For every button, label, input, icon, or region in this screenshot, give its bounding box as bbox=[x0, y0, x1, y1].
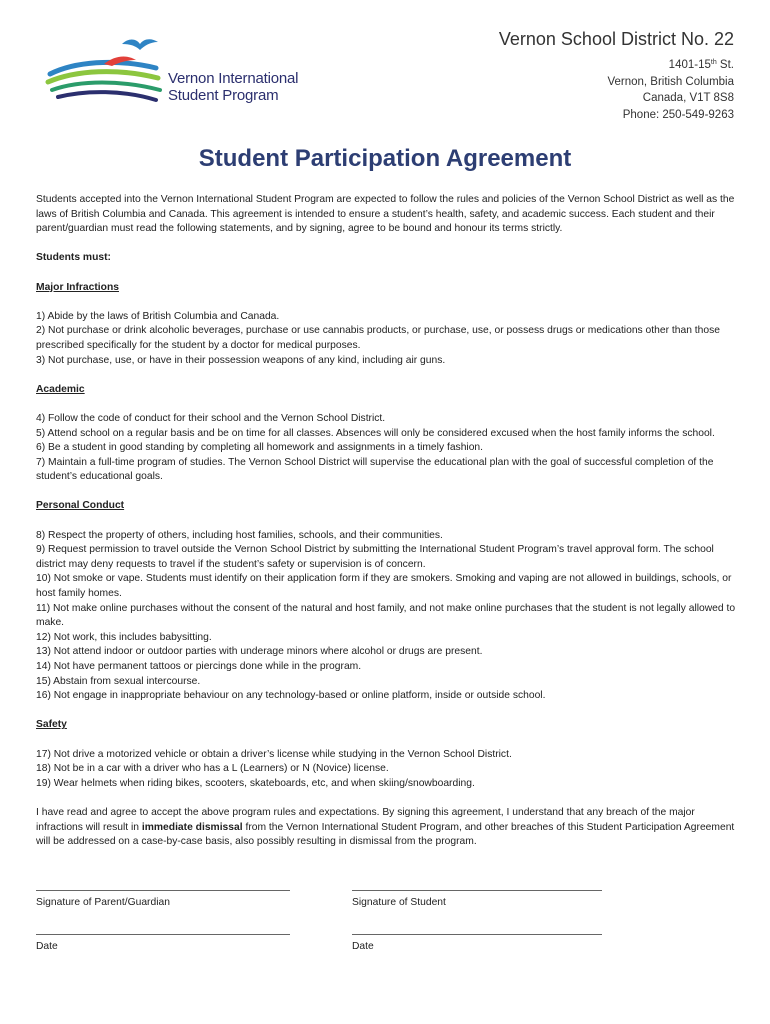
logo-line-2: Student Program bbox=[168, 87, 279, 104]
list-item: 15) Abstain from sexual intercourse. bbox=[36, 675, 201, 687]
list-item: 6) Be a student in good standing by completing all homework and assignments in a timely fashion. bbox=[36, 442, 484, 454]
date-line bbox=[352, 934, 602, 935]
list-item: 13) Not attend indoor or outdoor parties with underage minors where alcohol or drugs are present. bbox=[36, 646, 483, 658]
list-item: 14) Not have permanent tattoos or piercings done while in the program. bbox=[36, 661, 362, 672]
street-ordinal: th bbox=[710, 59, 717, 66]
student-date-field[interactable] bbox=[352, 934, 602, 952]
street-number: 1401-15 bbox=[668, 59, 711, 71]
swoosh-bird-icon bbox=[44, 34, 174, 106]
parent-date-label: Date bbox=[36, 941, 58, 952]
list-item: 2) Not purchase or drink alcoholic beverages, purchase or use cannabis products, or purchase, use, or possess drugs or medications other than those prescribed specifically for the student by a doctor for medical purposes. bbox=[36, 325, 720, 351]
intro-paragraph: Students accepted into the Vernon International Student Program are expected to follow the rules and policies of the Vernon School District as well as the laws of British Columbia and Canada. This agreement is intended to ensure a student’s health, safety, and academic success. Each student and their parent/guardian must read the following statements, and by signing, agree to be bound and honour its terms strictly. bbox=[36, 194, 735, 235]
closing-text-after: from the Vernon International Student Program, and other breaches of this Student Participation Agreement will be addressed on a case-by-case basis, also possibly resulting in dismissal from the program. bbox=[36, 821, 735, 848]
district-address bbox=[414, 28, 734, 123]
section-heading-personal-conduct: Personal Conduct bbox=[36, 500, 125, 512]
list-item: 4) Follow the code of conduct for their school and the Vernon School District. bbox=[36, 412, 386, 424]
list-item: 3) Not purchase, use, or have in their possession weapons of any kind, including air guns. bbox=[36, 354, 446, 366]
list-item: 19) Wear helmets when riding bikes, scooters, skateboards, etc, and when skiing/snowboarding. bbox=[36, 777, 475, 789]
closing-text-before: I have read and agree to accept the above program rules and expectations. By signing this agreement, I understand that any breach of the major infractions will result in bbox=[36, 806, 695, 833]
list-item: 11) Not make online purchases without the consent of the natural and host family, and not make online purchases that the student is not legally allowed to make. bbox=[36, 602, 736, 629]
parent-signature-label: Signature of Parent/Guardian bbox=[36, 897, 170, 908]
list-item: 1) Abide by the laws of British Columbia and Canada. bbox=[36, 310, 280, 322]
date-line bbox=[36, 934, 290, 935]
logo-line-1: Vernon International bbox=[168, 70, 299, 87]
street-address bbox=[414, 57, 734, 74]
parent-date-field[interactable] bbox=[36, 934, 290, 952]
student-signature-label: Signature of Student bbox=[352, 897, 446, 908]
signature-line bbox=[36, 890, 290, 891]
list-item: 9) Request permission to travel outside the Vernon School District by submitting the International Student Program’s travel approval form. The school district may deny requests to travel if the student’s safety or supervision is of concern. bbox=[36, 544, 714, 570]
list-item: 7) Maintain a full-time program of studies. The Vernon School District will supervise the educational plan with the goal of successful completion of the student’s educational goals. bbox=[36, 456, 714, 483]
list-item: 5) Attend school on a regular basis and be on time for all classes. Absences will only be considered excused when the host family informs the school. bbox=[36, 427, 715, 439]
program-logo bbox=[44, 34, 306, 106]
city-line: Vernon, British Columbia bbox=[607, 75, 734, 88]
agreement-body bbox=[36, 193, 736, 850]
closing-paragraph bbox=[36, 806, 736, 850]
list-item: 18) Not be in a car with a driver who has a L (Learners) or N (Novice) license. bbox=[36, 763, 389, 775]
district-name: Vernon School District No. 22 bbox=[498, 29, 734, 49]
street-suffix: St. bbox=[716, 59, 734, 71]
section-heading-major-infractions: Major Infractions bbox=[36, 281, 119, 293]
logo-wordmark bbox=[168, 70, 298, 104]
students-must-heading: Students must: bbox=[36, 252, 111, 264]
page-title: Student Participation Agreement bbox=[198, 145, 572, 172]
phone-line: Phone: 250-549-9263 bbox=[622, 108, 734, 121]
list-item: 10) Not smoke or vape. Students must identify on their application form if they are smokers. Smoking and vaping are not allowed in buildings, schools, or host family homes. bbox=[36, 573, 732, 600]
student-signature-field[interactable] bbox=[352, 890, 602, 908]
closing-emphasis: immediate dismissal bbox=[141, 821, 243, 833]
list-item: 16) Not engage in inappropriate behaviour on any technology-based or online platform, inside or outside school. bbox=[36, 690, 546, 702]
section-heading-safety: Safety bbox=[36, 719, 67, 731]
list-item: 12) Not work, this includes babysitting. bbox=[36, 631, 212, 643]
parent-signature-field[interactable] bbox=[36, 890, 290, 908]
list-item: 17) Not drive a motorized vehicle or obtain a driver’s license while studying in the Vernon School District. bbox=[36, 748, 512, 760]
country-line: Canada, V1T 8S8 bbox=[642, 92, 734, 104]
list-item: 8) Respect the property of others, including host families, schools, and their communities. bbox=[36, 529, 443, 541]
section-heading-academic: Academic bbox=[36, 383, 85, 395]
student-date-label: Date bbox=[352, 941, 374, 952]
signature-line bbox=[352, 890, 602, 891]
